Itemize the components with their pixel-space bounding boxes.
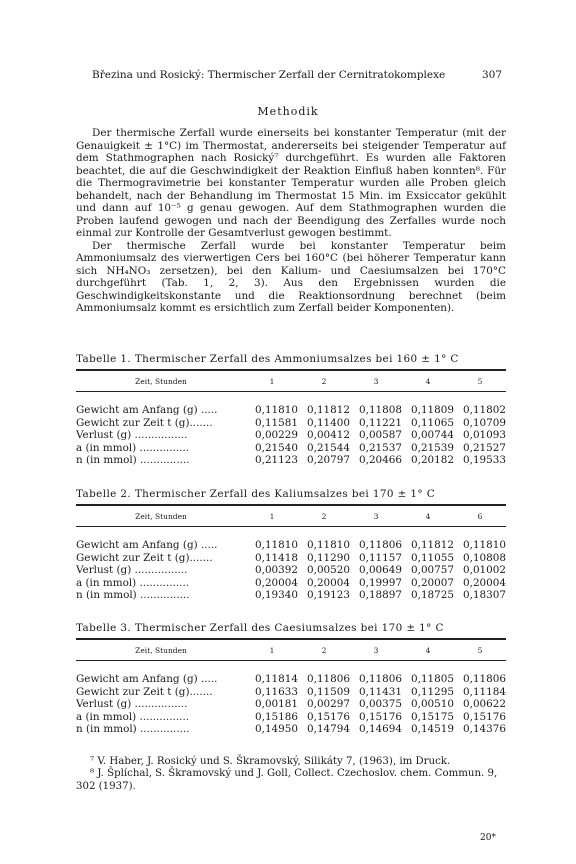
cell: 0,21527 xyxy=(463,441,506,454)
running-header xyxy=(92,69,502,81)
cell: 0,20004 xyxy=(255,576,298,589)
running-header-title: Březina und Rosický: Thermischer Zerfall der Cernitratokomplexe xyxy=(92,69,446,81)
cell: 0,00757 xyxy=(411,564,454,577)
cell: 0,00297 xyxy=(307,698,350,711)
col-3: 3 xyxy=(373,376,379,386)
cell: 0,15175 xyxy=(411,710,454,723)
cell: 0,15176 xyxy=(463,710,506,723)
row-label: n (in mmol) ............... xyxy=(76,454,190,467)
row-label: Verlust (g) ................ xyxy=(76,698,188,711)
col-5: 6 xyxy=(477,511,483,521)
row-label: Gewicht am Anfang (g) ..... xyxy=(76,539,218,551)
cell: 0,21123 xyxy=(255,454,298,467)
table-row xyxy=(76,723,506,736)
cell: 0,18725 xyxy=(411,589,454,602)
cell: 0,11810 xyxy=(255,539,298,551)
cell: 0,14376 xyxy=(463,723,506,736)
cell: 0,20007 xyxy=(411,576,454,589)
table-row xyxy=(76,564,506,577)
cell: 0,11295 xyxy=(411,685,454,698)
cell: 0,10709 xyxy=(463,416,506,429)
cell: 0,20004 xyxy=(463,576,506,589)
cell: 0,11221 xyxy=(359,416,402,429)
cell: 0,00587 xyxy=(359,429,402,442)
row-label: n (in mmol) ............... xyxy=(76,723,190,736)
table-row xyxy=(76,454,506,467)
cell: 0,21539 xyxy=(411,441,454,454)
cell: 0,18897 xyxy=(359,589,402,602)
paragraph-1: Der thermische Zerfall wurde einerseits bei konstanter Temperatur (mit der Genauigkeit ± 1°C) im Thermostat, andererseits bei steigender Temperatur auf dem Stathmographen nach Rosický⁷ durchgeführt. Es wurden alle Faktoren beachtet, die auf die Geschwindigkeit der Reaktion Einfluß haben konnten⁸. Für die Thermogravimetrie bei konstanter Temperatur wurden alle Proben gleich behandelt, nach der Behandlung im Thermostat 15 Min. im Exsiccator gekühlt und dann auf 10⁻⁵ g genau gewogen. Auf dem Stathmographen wurden die Proben laufend gewogen und nach der Beendigung des Zerfalles wurde noch einmal zur Kontrolle der Gesamtverlust gewogen bestimmt. xyxy=(76,127,506,239)
row-label: a (in mmol) ............... xyxy=(76,441,190,454)
col-1: 1 xyxy=(269,376,275,386)
row-label: Gewicht am Anfang (g) ..... xyxy=(76,673,218,685)
cell: 0,21537 xyxy=(359,441,402,454)
row-label: Gewicht zur Zeit t (g)....... xyxy=(76,416,213,429)
col-4: 4 xyxy=(425,511,431,521)
cell: 0,11806 xyxy=(359,539,402,551)
table-2-header xyxy=(76,504,506,527)
row-label: Gewicht zur Zeit t (g)....... xyxy=(76,551,213,564)
row-label: Gewicht zur Zeit t (g)....... xyxy=(76,685,213,698)
cell: 0,14694 xyxy=(359,723,402,736)
cell: 0,11581 xyxy=(255,416,298,429)
cell: 0,11184 xyxy=(463,685,506,698)
cell: 0,11633 xyxy=(255,685,298,698)
footnotes xyxy=(76,756,506,793)
table-row xyxy=(76,552,506,565)
paragraph-2: Der thermische Zerfall wurde bei konstanter Temperatur beim Ammoniumsalz des vierwertigen Cers bei 160°C (bei höherer Temperatur kann sich NH₄NO₃ zersetzen), bei den Kalium- und Caesiumsalzen bei 170°C durchgeführt (Tab. 1, 2, 3). Aus den Ergebnissen wurden die Geschwindigkeitskonstante und die Reaktionsordnung berechnet (beim Ammoniumsalz kommt es ersichtlich zum Zerfall beider Komponenten). xyxy=(76,239,506,314)
cell: 0,00649 xyxy=(359,564,402,577)
col-5: 5 xyxy=(477,376,483,386)
table-row xyxy=(76,686,506,699)
cell: 0,20182 xyxy=(411,454,454,467)
table-2-caption: Tabelle 2. Thermischer Zerfall des Kaliumsalzes bei 170 ± 1° C xyxy=(76,488,436,500)
col-4: 4 xyxy=(425,376,431,386)
cell: 0,11157 xyxy=(359,551,402,564)
cell: 0,14950 xyxy=(255,723,298,736)
cell: 0,11810 xyxy=(307,539,350,551)
table-1-header xyxy=(76,369,506,392)
cell: 0,11418 xyxy=(255,551,298,564)
col-2: 2 xyxy=(321,645,327,655)
cell: 0,19123 xyxy=(307,589,350,602)
table-3-header xyxy=(76,638,506,661)
cell: 0,00375 xyxy=(359,698,402,711)
cell: 0,00744 xyxy=(411,429,454,442)
table-1 xyxy=(76,369,506,467)
cell: 0,11290 xyxy=(307,551,350,564)
cell: 0,11806 xyxy=(463,673,506,685)
cell: 0,15176 xyxy=(359,710,402,723)
col-3: 3 xyxy=(373,645,379,655)
col-2: 2 xyxy=(321,376,327,386)
col-4: 4 xyxy=(425,645,431,655)
table-row xyxy=(76,539,506,552)
cell: 0,15186 xyxy=(255,710,298,723)
cell: 0,00392 xyxy=(255,564,298,577)
col-5: 5 xyxy=(477,645,483,655)
page-number: 307 xyxy=(481,69,502,81)
table-row xyxy=(76,711,506,724)
cell: 0,11805 xyxy=(411,673,454,685)
cell: 0,11431 xyxy=(359,685,402,698)
col-2: 2 xyxy=(321,511,327,521)
table-row xyxy=(76,589,506,602)
col-header: Zeit, Stunden xyxy=(135,511,187,521)
cell: 0,11806 xyxy=(359,673,402,685)
cell: 0,00622 xyxy=(463,698,506,711)
table-3-caption: Tabelle 3. Thermischer Zerfall des Caesiumsalzes bei 170 ± 1° C xyxy=(76,622,444,634)
cell: 0,01002 xyxy=(463,564,506,577)
cell: 0,19997 xyxy=(359,576,402,589)
cell: 0,10808 xyxy=(463,551,506,564)
cell: 0,00520 xyxy=(307,564,350,577)
table-row xyxy=(76,429,506,442)
cell: 0,11812 xyxy=(307,404,350,416)
cell: 0,11809 xyxy=(411,404,454,416)
footnote-7: ⁷ V. Haber, J. Rosický und S. Škramovský, Silikáty 7, (1963), im Druck. xyxy=(90,756,451,767)
cell: 0,14794 xyxy=(307,723,350,736)
col-header: Zeit, Stunden xyxy=(135,376,187,386)
cell: 0,18307 xyxy=(463,589,506,602)
cell: 0,20797 xyxy=(307,454,350,467)
col-1: 1 xyxy=(269,645,275,655)
table-row xyxy=(76,698,506,711)
cell: 0,11808 xyxy=(359,404,402,416)
table-row xyxy=(76,404,506,417)
table-2 xyxy=(76,504,506,602)
cell: 0,11812 xyxy=(411,539,454,551)
cell: 0,11810 xyxy=(463,539,506,551)
cell: 0,11802 xyxy=(463,404,506,416)
cell: 0,11814 xyxy=(255,673,298,685)
cell: 0,00181 xyxy=(255,698,298,711)
table-row xyxy=(76,417,506,430)
table-row xyxy=(76,673,506,686)
page-footer-mark: 20* xyxy=(480,833,496,843)
table-3 xyxy=(76,638,506,736)
cell: 0,11400 xyxy=(307,416,350,429)
cell: 0,19340 xyxy=(255,589,298,602)
cell: 0,20004 xyxy=(307,576,350,589)
section-title: Methodik xyxy=(257,105,319,118)
cell: 0,21544 xyxy=(307,441,350,454)
cell: 0,00412 xyxy=(307,429,350,442)
row-label: a (in mmol) ............... xyxy=(76,710,190,723)
cell: 0,20466 xyxy=(359,454,402,467)
table-row xyxy=(76,442,506,455)
col-3: 3 xyxy=(373,511,379,521)
cell: 0,11806 xyxy=(307,673,350,685)
table-row xyxy=(76,577,506,590)
row-label: a (in mmol) ............... xyxy=(76,576,190,589)
cell: 0,00510 xyxy=(411,698,454,711)
row-label: Verlust (g) ................ xyxy=(76,429,188,442)
body-text xyxy=(76,127,506,315)
footnote-8: ⁸ J. Šplíchal, S. Škramovský und J. Goll, Collect. Czechoslov. chem. Commun. 9, 302 (1937). xyxy=(76,768,498,792)
cell: 0,11810 xyxy=(255,404,298,416)
cell: 0,15176 xyxy=(307,710,350,723)
cell: 0,21540 xyxy=(255,441,298,454)
row-label: Gewicht am Anfang (g) ..... xyxy=(76,404,218,416)
cell: 0,11509 xyxy=(307,685,350,698)
cell: 0,00229 xyxy=(255,429,298,442)
row-label: Verlust (g) ................ xyxy=(76,564,188,577)
cell: 0,11065 xyxy=(411,416,454,429)
row-label: n (in mmol) ............... xyxy=(76,589,190,602)
col-header: Zeit, Stunden xyxy=(135,645,187,655)
cell: 0,01093 xyxy=(463,429,506,442)
cell: 0,19533 xyxy=(463,454,506,467)
col-1: 1 xyxy=(269,511,275,521)
cell: 0,11055 xyxy=(411,551,454,564)
table-1-caption: Tabelle 1. Thermischer Zerfall des Ammoniumsalzes bei 160 ± 1° C xyxy=(76,353,459,365)
cell: 0,14519 xyxy=(411,723,454,736)
